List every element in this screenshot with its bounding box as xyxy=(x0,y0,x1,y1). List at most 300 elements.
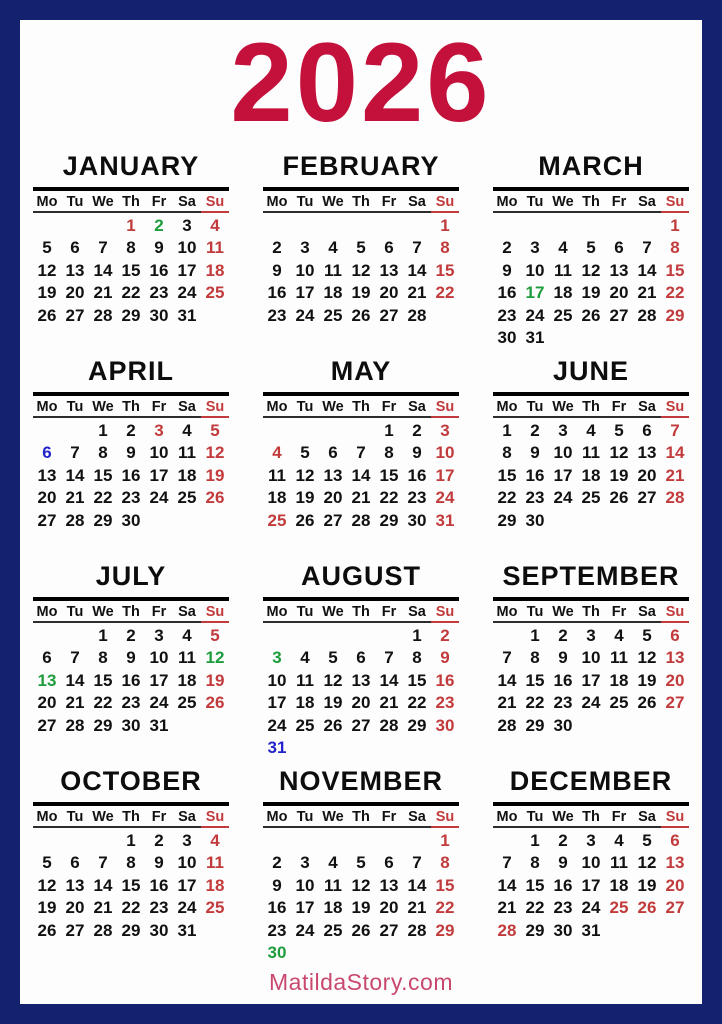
date-cell: 15 xyxy=(525,875,545,895)
date-cell: 16 xyxy=(149,875,169,895)
date-cell: 15 xyxy=(497,465,517,485)
weekday-header-th: Th xyxy=(577,398,605,418)
weekday-header-tu: Tu xyxy=(521,398,549,418)
date-cell: 22 xyxy=(93,693,113,713)
date-cell: 17 xyxy=(149,465,169,485)
weekday-header-fr: Fr xyxy=(375,603,403,623)
date-cell: 24 xyxy=(295,305,315,325)
month-day-grid xyxy=(33,603,229,738)
date-cell: 9 xyxy=(412,443,422,463)
calendar-grid xyxy=(20,151,702,963)
date-cell: 28 xyxy=(497,715,517,735)
date-cell: 14 xyxy=(93,875,113,895)
date-cell: 22 xyxy=(407,693,427,713)
weekday-header-tu: Tu xyxy=(521,808,549,828)
date-cell: 2 xyxy=(272,238,282,258)
date-cell: 20 xyxy=(637,465,657,485)
month-title: NOVEMBER xyxy=(278,766,443,797)
date-cell: 11 xyxy=(296,670,314,690)
date-cell: 29 xyxy=(407,715,427,735)
weekday-header-th: Th xyxy=(577,603,605,623)
date-cell: 14 xyxy=(407,260,427,280)
date-cell: 18 xyxy=(267,488,287,508)
date-cell: 13 xyxy=(65,875,85,895)
date-cell: 3 xyxy=(182,215,192,235)
date-cell: 22 xyxy=(435,283,455,303)
date-cell: 27 xyxy=(637,488,657,508)
date-cell: 7 xyxy=(412,853,422,873)
month-day-grid xyxy=(493,398,689,533)
date-cell: 7 xyxy=(670,420,680,440)
date-cell: 25 xyxy=(323,920,343,940)
weekday-header-mo: Mo xyxy=(263,398,291,418)
date-cell: 11 xyxy=(268,465,286,485)
weekday-header-tu: Tu xyxy=(291,398,319,418)
date-cell: 15 xyxy=(379,465,399,485)
date-cell: 20 xyxy=(323,488,343,508)
date-cell: 11 xyxy=(610,853,628,873)
date-cell: 28 xyxy=(665,488,685,508)
date-cell: 6 xyxy=(384,853,394,873)
date-cell: 6 xyxy=(642,420,652,440)
date-cell: 11 xyxy=(610,648,628,668)
month-february xyxy=(263,152,459,345)
date-cell: 1 xyxy=(384,420,394,440)
date-cell: 22 xyxy=(121,898,141,918)
date-cell: 23 xyxy=(267,920,287,940)
date-cell: 12 xyxy=(637,853,657,873)
date-cell: 2 xyxy=(558,830,568,850)
date-cell: 16 xyxy=(497,283,517,303)
date-cell: 4 xyxy=(182,420,192,440)
weekday-header-su: Su xyxy=(661,808,689,828)
month-day-grid xyxy=(263,603,459,760)
date-cell: 12 xyxy=(205,648,225,668)
date-cell: 31 xyxy=(525,328,545,348)
date-cell: 5 xyxy=(300,443,310,463)
weekday-header-tu: Tu xyxy=(61,603,89,623)
date-cell: 22 xyxy=(525,693,545,713)
date-cell: 5 xyxy=(586,238,596,258)
date-cell: 20 xyxy=(351,693,371,713)
date-cell: 21 xyxy=(407,898,427,918)
date-cell: 26 xyxy=(205,693,225,713)
date-cell: 17 xyxy=(267,693,287,713)
date-cell: 28 xyxy=(407,305,427,325)
date-cell: 23 xyxy=(497,305,517,325)
weekday-header-we: We xyxy=(549,603,577,623)
date-cell: 2 xyxy=(440,625,450,645)
date-cell: 25 xyxy=(323,305,343,325)
date-cell: 1 xyxy=(530,830,540,850)
date-cell: 19 xyxy=(295,488,315,508)
date-cell: 5 xyxy=(210,420,220,440)
date-cell: 20 xyxy=(37,488,57,508)
date-cell: 1 xyxy=(126,215,136,235)
weekday-header-sa: Sa xyxy=(633,398,661,418)
date-cell: 3 xyxy=(154,420,164,440)
date-cell: 10 xyxy=(581,853,601,873)
weekday-header-sa: Sa xyxy=(633,808,661,828)
date-cell: 13 xyxy=(379,875,399,895)
date-cell: 14 xyxy=(637,260,657,280)
weekday-header-su: Su xyxy=(431,603,459,623)
weekday-header-th: Th xyxy=(577,808,605,828)
weekday-header-sa: Sa xyxy=(173,603,201,623)
date-cell: 4 xyxy=(328,853,338,873)
month-day-grid xyxy=(493,603,689,738)
weekday-header-we: We xyxy=(549,193,577,213)
date-cell: 19 xyxy=(323,693,343,713)
date-cell: 24 xyxy=(177,283,197,303)
month-day-grid xyxy=(493,808,689,943)
year-title: 2026 xyxy=(230,20,492,145)
date-cell: 8 xyxy=(530,648,540,668)
date-cell: 10 xyxy=(177,238,197,258)
date-cell: 15 xyxy=(665,260,685,280)
date-cell: 7 xyxy=(502,853,512,873)
date-cell: 15 xyxy=(93,670,113,690)
date-cell: 6 xyxy=(70,853,80,873)
date-cell: 6 xyxy=(384,238,394,258)
date-cell: 3 xyxy=(272,648,282,668)
date-cell: 19 xyxy=(637,875,657,895)
date-cell: 15 xyxy=(121,875,141,895)
date-cell: 9 xyxy=(126,648,136,668)
month-march xyxy=(493,151,689,348)
date-cell: 8 xyxy=(98,443,108,463)
date-cell: 9 xyxy=(530,443,540,463)
date-cell: 5 xyxy=(356,853,366,873)
month-divider xyxy=(263,802,459,806)
date-cell: 25 xyxy=(553,305,573,325)
date-cell: 23 xyxy=(121,693,141,713)
date-cell: 5 xyxy=(42,853,52,873)
date-cell: 2 xyxy=(502,238,512,258)
weekday-header-sa: Sa xyxy=(173,398,201,418)
date-cell: 27 xyxy=(37,510,57,530)
date-cell: 26 xyxy=(351,305,371,325)
date-cell: 14 xyxy=(351,465,371,485)
date-cell: 9 xyxy=(502,260,512,280)
date-cell: 21 xyxy=(351,488,371,508)
date-cell: 14 xyxy=(379,670,399,690)
date-cell: 17 xyxy=(581,670,601,690)
date-cell: 3 xyxy=(586,830,596,850)
weekday-header-we: We xyxy=(89,808,117,828)
date-cell: 13 xyxy=(665,648,685,668)
weekday-header-tu: Tu xyxy=(521,603,549,623)
date-cell: 9 xyxy=(440,648,450,668)
month-title: APRIL xyxy=(88,356,174,387)
date-cell: 21 xyxy=(665,465,685,485)
weekday-header-fr: Fr xyxy=(145,603,173,623)
date-cell: 13 xyxy=(609,260,629,280)
date-cell: 4 xyxy=(272,443,282,463)
date-cell: 14 xyxy=(65,465,85,485)
date-cell: 4 xyxy=(586,420,596,440)
date-cell: 3 xyxy=(300,853,310,873)
weekday-header-fr: Fr xyxy=(145,193,173,213)
date-cell: 5 xyxy=(614,420,624,440)
date-cell: 29 xyxy=(121,305,141,325)
month-may xyxy=(263,357,459,550)
date-cell: 2 xyxy=(530,420,540,440)
date-cell: 4 xyxy=(300,648,310,668)
date-cell: 13 xyxy=(379,260,399,280)
date-cell: 25 xyxy=(205,898,225,918)
date-cell: 8 xyxy=(440,853,450,873)
date-cell: 30 xyxy=(407,510,427,530)
date-cell: 25 xyxy=(609,898,629,918)
date-cell: 23 xyxy=(553,898,573,918)
spacer xyxy=(20,960,702,969)
date-cell: 4 xyxy=(328,238,338,258)
date-cell: 22 xyxy=(497,488,517,508)
date-cell: 20 xyxy=(665,670,685,690)
month-divider xyxy=(33,802,229,806)
date-cell: 21 xyxy=(65,693,85,713)
date-cell: 9 xyxy=(272,260,282,280)
date-cell: 13 xyxy=(665,853,685,873)
date-cell: 28 xyxy=(379,715,399,735)
date-cell: 14 xyxy=(407,875,427,895)
date-cell: 2 xyxy=(126,625,136,645)
month-july xyxy=(33,562,229,755)
date-cell: 28 xyxy=(65,715,85,735)
date-cell: 16 xyxy=(121,465,141,485)
date-cell: 15 xyxy=(407,670,427,690)
date-cell: 25 xyxy=(295,715,315,735)
weekday-header-th: Th xyxy=(117,398,145,418)
weekday-header-tu: Tu xyxy=(61,398,89,418)
date-cell: 11 xyxy=(324,260,342,280)
month-january xyxy=(33,152,229,345)
date-cell: 24 xyxy=(149,693,169,713)
date-cell: 3 xyxy=(530,238,540,258)
date-cell: 26 xyxy=(581,305,601,325)
date-cell: 29 xyxy=(93,510,113,530)
date-cell: 27 xyxy=(37,715,57,735)
date-cell: 27 xyxy=(609,305,629,325)
date-cell: 14 xyxy=(497,875,517,895)
date-cell: 19 xyxy=(205,670,225,690)
date-cell: 14 xyxy=(665,443,685,463)
weekday-header-fr: Fr xyxy=(375,193,403,213)
weekday-header-sa: Sa xyxy=(633,193,661,213)
date-cell: 16 xyxy=(267,898,287,918)
month-december xyxy=(493,767,689,960)
month-april xyxy=(33,357,229,550)
weekday-header-th: Th xyxy=(347,398,375,418)
weekday-header-tu: Tu xyxy=(521,193,549,213)
date-cell: 2 xyxy=(154,830,164,850)
month-divider xyxy=(493,597,689,601)
month-divider xyxy=(33,187,229,191)
month-title: AUGUST xyxy=(301,561,421,592)
date-cell: 2 xyxy=(272,853,282,873)
date-cell: 4 xyxy=(558,238,568,258)
date-cell: 30 xyxy=(553,715,573,735)
weekday-header-sa: Sa xyxy=(633,603,661,623)
date-cell: 24 xyxy=(149,488,169,508)
date-cell: 21 xyxy=(407,283,427,303)
date-cell: 3 xyxy=(182,830,192,850)
date-cell: 11 xyxy=(582,443,600,463)
weekday-header-mo: Mo xyxy=(493,603,521,623)
date-cell: 22 xyxy=(665,283,685,303)
date-cell: 29 xyxy=(435,920,455,940)
date-cell: 16 xyxy=(149,260,169,280)
date-cell: 21 xyxy=(93,898,113,918)
date-cell: 15 xyxy=(121,260,141,280)
date-cell: 28 xyxy=(637,305,657,325)
weekday-header-we: We xyxy=(319,193,347,213)
date-cell: 6 xyxy=(70,238,80,258)
date-cell: 8 xyxy=(126,238,136,258)
date-cell: 27 xyxy=(665,898,685,918)
date-cell: 15 xyxy=(435,260,455,280)
date-cell: 8 xyxy=(412,648,422,668)
date-cell: 10 xyxy=(581,648,601,668)
date-cell: 17 xyxy=(295,898,315,918)
month-day-grid xyxy=(33,398,229,533)
date-cell: 10 xyxy=(295,260,315,280)
date-cell: 11 xyxy=(206,853,224,873)
weekday-header-mo: Mo xyxy=(33,398,61,418)
date-cell: 11 xyxy=(178,443,196,463)
date-cell: 30 xyxy=(149,305,169,325)
date-cell: 2 xyxy=(412,420,422,440)
date-cell: 6 xyxy=(670,830,680,850)
date-cell: 18 xyxy=(205,875,225,895)
weekday-header-th: Th xyxy=(347,808,375,828)
date-cell: 31 xyxy=(177,305,197,325)
weekday-header-su: Su xyxy=(661,603,689,623)
date-cell: 24 xyxy=(581,693,601,713)
date-cell: 26 xyxy=(351,920,371,940)
weekday-header-mo: Mo xyxy=(263,193,291,213)
weekday-header-we: We xyxy=(549,398,577,418)
weekday-header-fr: Fr xyxy=(145,808,173,828)
weekday-header-we: We xyxy=(89,398,117,418)
month-title: OCTOBER xyxy=(60,766,202,797)
date-cell: 2 xyxy=(126,420,136,440)
weekday-header-fr: Fr xyxy=(605,808,633,828)
date-cell: 12 xyxy=(323,670,343,690)
date-cell: 24 xyxy=(177,898,197,918)
weekday-header-mo: Mo xyxy=(263,808,291,828)
date-cell: 17 xyxy=(553,465,573,485)
date-cell: 21 xyxy=(65,488,85,508)
date-cell: 15 xyxy=(435,875,455,895)
weekday-header-sa: Sa xyxy=(173,808,201,828)
date-cell: 26 xyxy=(323,715,343,735)
date-cell: 23 xyxy=(553,693,573,713)
date-cell: 9 xyxy=(126,443,136,463)
date-cell: 19 xyxy=(205,465,225,485)
date-cell: 25 xyxy=(177,693,197,713)
date-cell: 19 xyxy=(581,283,601,303)
date-cell: 6 xyxy=(42,648,52,668)
date-cell: 27 xyxy=(379,920,399,940)
date-cell: 7 xyxy=(502,648,512,668)
date-cell: 13 xyxy=(323,465,343,485)
date-cell: 17 xyxy=(177,260,197,280)
date-cell: 21 xyxy=(379,693,399,713)
weekday-header-su: Su xyxy=(431,193,459,213)
month-divider xyxy=(263,392,459,396)
date-cell: 6 xyxy=(670,625,680,645)
date-cell: 12 xyxy=(351,260,371,280)
date-cell: 17 xyxy=(581,875,601,895)
footer-brand: MatildaStory.com xyxy=(269,969,453,995)
date-cell: 28 xyxy=(351,510,371,530)
weekday-header-we: We xyxy=(89,603,117,623)
date-cell: 7 xyxy=(642,238,652,258)
date-cell: 31 xyxy=(177,920,197,940)
weekday-header-fr: Fr xyxy=(145,398,173,418)
date-cell: 31 xyxy=(581,920,601,940)
date-cell: 10 xyxy=(149,648,169,668)
date-cell: 26 xyxy=(37,305,57,325)
month-august xyxy=(263,561,459,758)
weekday-header-we: We xyxy=(549,808,577,828)
date-cell: 19 xyxy=(637,670,657,690)
date-cell: 9 xyxy=(558,648,568,668)
date-cell: 24 xyxy=(267,715,287,735)
date-cell: 30 xyxy=(149,920,169,940)
weekday-header-su: Su xyxy=(431,398,459,418)
weekday-header-th: Th xyxy=(347,603,375,623)
month-divider xyxy=(263,187,459,191)
date-cell: 4 xyxy=(210,830,220,850)
date-cell: 20 xyxy=(665,875,685,895)
date-cell: 20 xyxy=(65,898,85,918)
month-day-grid xyxy=(263,808,459,965)
date-cell: 30 xyxy=(435,715,455,735)
date-cell: 26 xyxy=(295,510,315,530)
date-cell: 16 xyxy=(553,670,573,690)
date-cell: 20 xyxy=(37,693,57,713)
date-cell: 17 xyxy=(149,670,169,690)
month-day-grid xyxy=(33,193,229,328)
weekday-header-su: Su xyxy=(661,398,689,418)
date-cell: 26 xyxy=(637,898,657,918)
month-day-grid xyxy=(263,193,459,328)
date-cell: 29 xyxy=(379,510,399,530)
date-cell: 1 xyxy=(412,625,422,645)
weekday-header-th: Th xyxy=(577,193,605,213)
month-day-grid xyxy=(263,398,459,533)
date-cell: 14 xyxy=(93,260,113,280)
date-cell: 6 xyxy=(42,443,52,463)
date-cell: 26 xyxy=(609,488,629,508)
date-cell: 23 xyxy=(407,488,427,508)
date-cell: 6 xyxy=(614,238,624,258)
date-cell: 18 xyxy=(205,260,225,280)
weekday-header-mo: Mo xyxy=(263,603,291,623)
weekday-header-sa: Sa xyxy=(403,398,431,418)
date-cell: 1 xyxy=(530,625,540,645)
weekday-header-su: Su xyxy=(661,193,689,213)
date-cell: 16 xyxy=(435,670,455,690)
date-cell: 12 xyxy=(637,648,657,668)
date-cell: 24 xyxy=(581,898,601,918)
month-divider xyxy=(493,392,689,396)
date-cell: 21 xyxy=(637,283,657,303)
date-cell: 30 xyxy=(267,943,287,963)
